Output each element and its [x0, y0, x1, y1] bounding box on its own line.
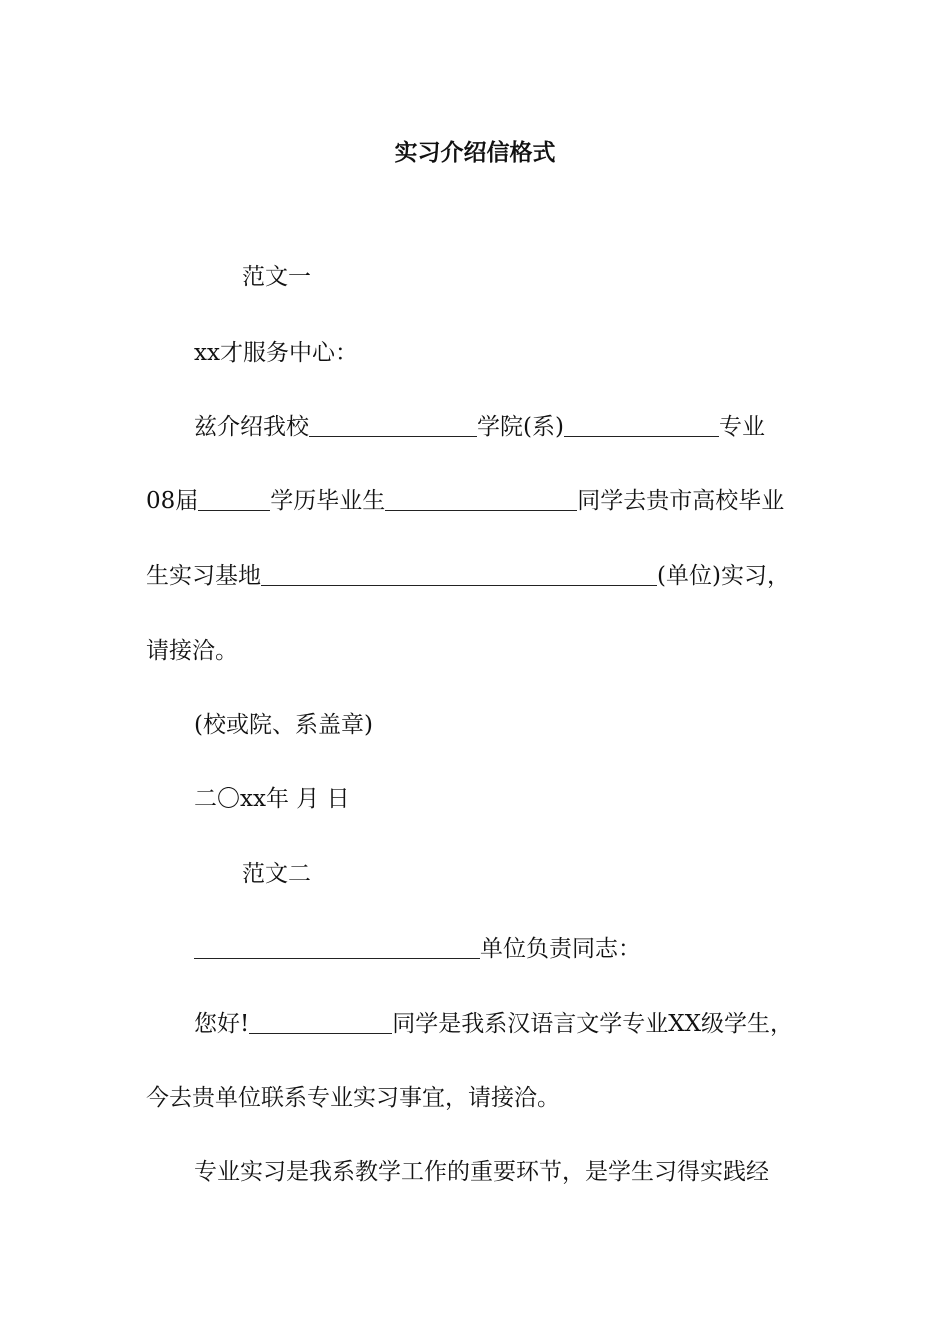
practice-paragraph: 专业实习是我系教学工作的重要环节，是学生习得实践经 — [194, 1159, 769, 1185]
intro-text-major: 专业 — [718, 414, 765, 440]
seal-note: (校或院、系盖章) — [194, 712, 373, 738]
blank-degree — [198, 488, 270, 511]
intro-text-base: 生实习基地 — [146, 563, 261, 589]
blank-unit — [261, 563, 657, 586]
sample-2-heading: 范文二 — [242, 861, 311, 887]
introduction-line-3 — [146, 561, 790, 591]
blank-student-name — [385, 488, 577, 511]
addressee-line: xx才服务中心： — [194, 340, 358, 366]
intro-text-graduate: 学历毕业生 — [270, 488, 386, 514]
introduction-line-1 — [194, 412, 765, 442]
recipient-line — [194, 934, 641, 964]
blank-major — [564, 414, 719, 437]
intro-text-go: 同学去贵市高校毕业 — [577, 488, 785, 514]
student-info-text: 同学是我系汉语言文学专业XX级学生， — [392, 1011, 793, 1037]
introduction-line-4: 请接洽。 — [146, 638, 238, 664]
date-line: 二〇xx年 月 日 — [194, 786, 350, 812]
intro-text-unit: (单位)实习， — [657, 563, 790, 589]
greeting-text: 您好! — [194, 1011, 250, 1037]
document-title: 实习介绍信格式 — [394, 140, 556, 166]
intro-text-school: 兹介绍我校 — [194, 414, 309, 440]
blank-unit-name — [194, 936, 480, 959]
sample-1-heading: 范文一 — [242, 264, 311, 290]
greeting-line — [194, 1009, 793, 1039]
introduction-line-2 — [146, 486, 784, 516]
recipient-text: 单位负责同志： — [480, 936, 641, 962]
blank-college — [309, 414, 477, 437]
contact-line: 今去贵单位联系专业实习事宜，请接洽。 — [146, 1085, 560, 1111]
intro-text-college: 学院(系) — [477, 414, 564, 440]
blank-student — [249, 1011, 392, 1034]
intro-text-year: 08届 — [146, 488, 199, 514]
